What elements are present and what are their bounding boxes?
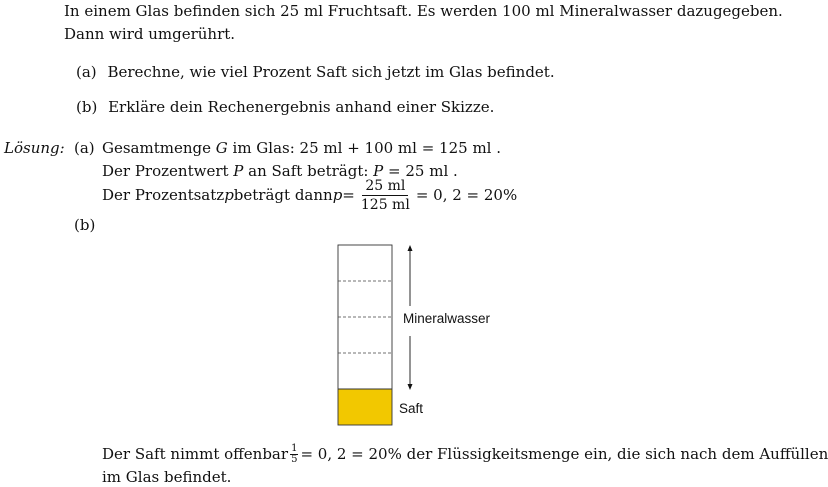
var-p: p (332, 186, 343, 204)
text: = 25 ml . (383, 162, 458, 180)
text: = 0, 2 = 20% (415, 186, 518, 204)
task-b-label: (b) (76, 98, 98, 116)
fraction-numerator: 25 ml (362, 178, 408, 196)
text: = (342, 186, 355, 204)
juice-fill (338, 389, 392, 425)
intro-line-1: In einem Glas befinden sich 25 ml Fruchtsaft. Es werden 100 ml Mineralwasser dazugegeben. (64, 2, 783, 20)
solution-a-line-3 (102, 177, 517, 213)
task-a-text: Berechne, wie viel Prozent Saft sich jetzt im Glas befindet. (107, 63, 555, 81)
fraction-denominator: 125 ml (360, 196, 410, 213)
fraction-numerator: 1 (291, 442, 298, 454)
percent-fraction (358, 178, 413, 213)
task-b (76, 97, 494, 117)
text: Der Saft nimmt offenbar (102, 445, 289, 463)
solution-heading: Lösung: (4, 139, 65, 157)
juice-label: Saft (399, 401, 424, 416)
task-b-text: Erkläre dein Rechenergebnis anhand einer Skizze. (108, 98, 495, 116)
task-a (76, 62, 555, 82)
text: = 0, 2 = 20% der Flüssigkeitsmenge ein, die sich nach dem Auffüllen (300, 445, 828, 463)
var-G: G (215, 139, 228, 157)
text: Der Prozentwert (102, 162, 234, 180)
intro-line-2: Dann wird umgerührt. (64, 25, 236, 43)
solution-b-label: (b) (74, 216, 96, 234)
down-arrow-icon (408, 384, 413, 390)
solution-a-label: (a) (74, 139, 95, 157)
up-arrow-icon (408, 245, 413, 251)
text: im Glas: 25 ml + 100 ml = 125 ml . (227, 139, 502, 157)
text: an Saft beträgt: (243, 162, 374, 180)
solution-a-line-1 (102, 138, 501, 158)
task-a-label: (a) (76, 63, 97, 81)
text: Der Prozentsatz (102, 186, 225, 204)
conclusion-line-2: im Glas befindet. (102, 468, 232, 486)
glass-sketch (330, 236, 510, 430)
one-fifth-fraction (290, 444, 298, 465)
fraction-denominator: 5 (291, 453, 298, 465)
var-P: P (233, 162, 244, 180)
water-label: Mineralwasser (403, 311, 491, 326)
var-p: p (224, 186, 234, 204)
text: beträgt dann (233, 186, 333, 204)
text: Gesamtmenge (102, 139, 216, 157)
var-P: P (373, 162, 384, 180)
conclusion-line-1 (102, 442, 828, 466)
